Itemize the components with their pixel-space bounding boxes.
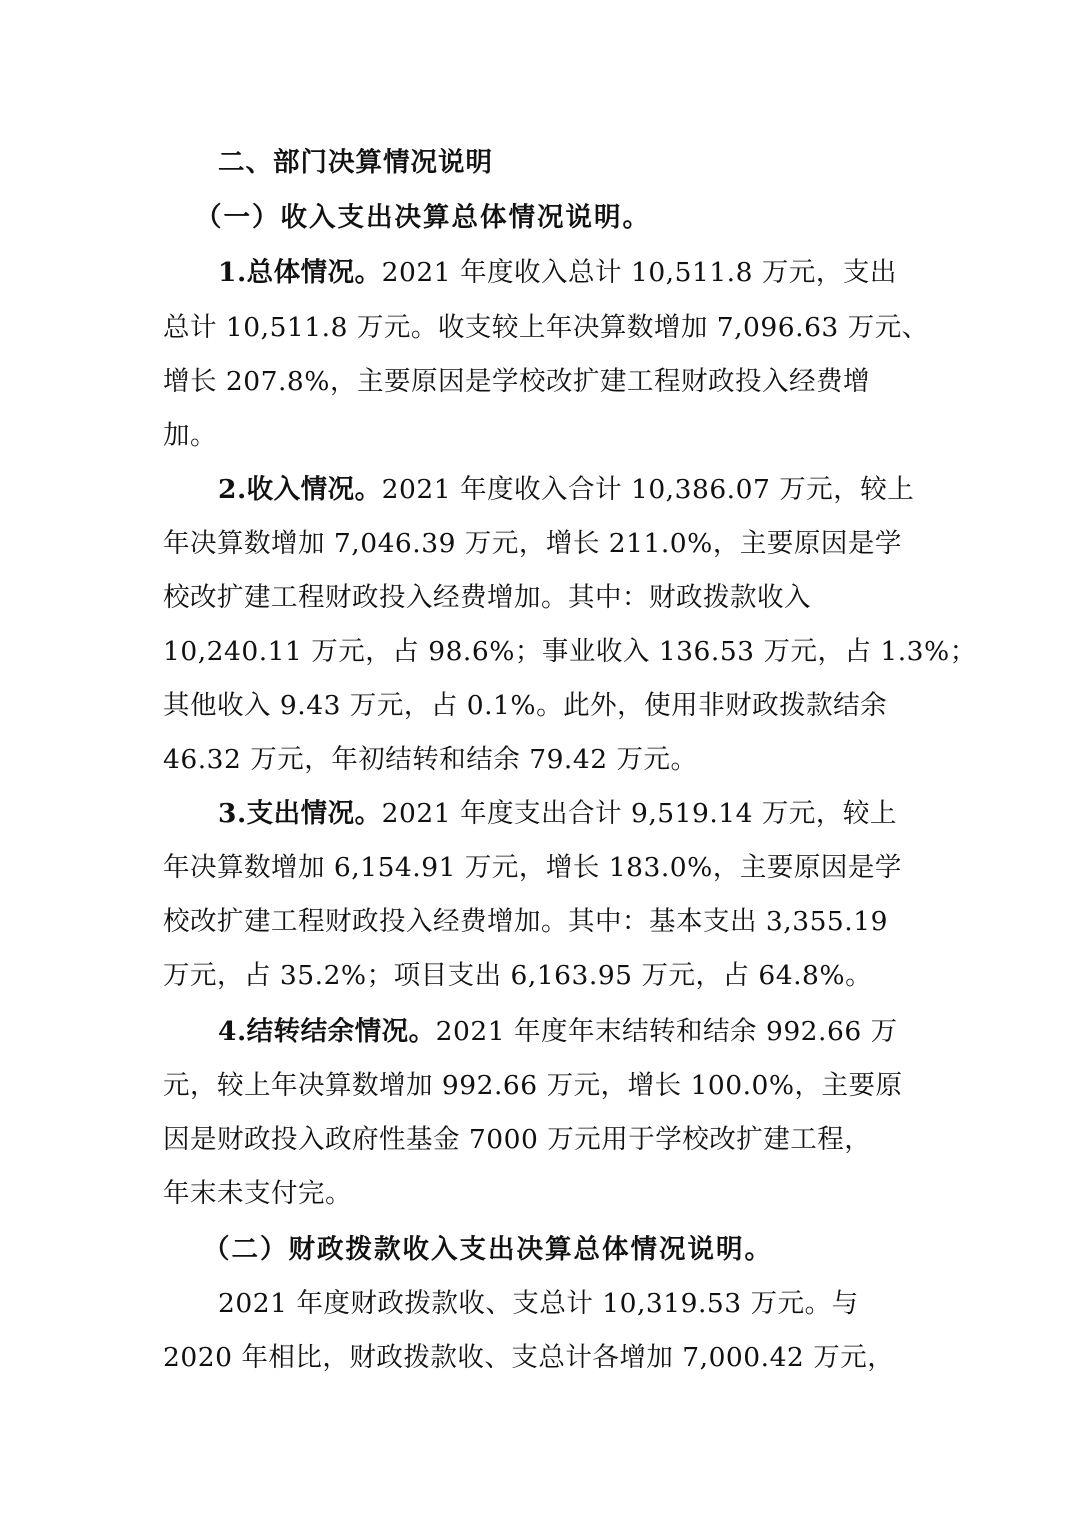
para3-line1: 2021 年度支出合计 9,519.14 万元，较上 xyxy=(381,798,897,829)
para5-line2: 2020 年相比，财政拨款收、支总计各增加 7,000.42 万元， xyxy=(163,1342,895,1373)
para1-line1: 2021 年度收入总计 10,511.8 万元，支出 xyxy=(381,257,897,288)
para2-line4: 10,240.11 万元，占 98.6%；事业收入 136.53 万元，占 1.3%； xyxy=(163,636,977,667)
subsection-heading-1: （一）收入支出决算总体情况说明。 xyxy=(195,202,651,233)
para2-lead: 2.收入情况。 xyxy=(218,474,382,505)
para4-first-line xyxy=(218,1015,898,1049)
para3-line3: 校改扩建工程财政投入经费增加。其中：基本支出 3,355.19 xyxy=(163,906,888,937)
para1-first-line xyxy=(218,256,897,290)
para3-first-line xyxy=(218,797,897,831)
para2-line2: 年决算数增加 7,046.39 万元，增长 211.0%，主要原因是学 xyxy=(163,528,902,559)
para4-line1: 2021 年度年末结转和结余 992.66 万 xyxy=(435,1016,898,1047)
para4-line4: 年末未支付完。 xyxy=(163,1178,352,1209)
para4-line3: 因是财政投入政府性基金 7000 万元用于学校改扩建工程， xyxy=(163,1124,872,1155)
section-heading: 二、部门决算情况说明 xyxy=(218,147,493,178)
para4-lead: 4.结转结余情况。 xyxy=(218,1016,436,1047)
para3-line4: 万元，占 35.2%；项目支出 6,163.95 万元，占 64.8%。 xyxy=(163,960,873,991)
para3-lead: 3.支出情况。 xyxy=(218,798,382,829)
para1-line4: 加。 xyxy=(163,420,217,451)
para4-line2: 元，较上年决算数增加 992.66 万元，增长 100.0%，主要原 xyxy=(163,1070,903,1101)
para1-line3: 增长 207.8%，主要原因是学校改扩建工程财政投入经费增 xyxy=(163,366,870,397)
para3-line2: 年决算数增加 6,154.91 万元，增长 183.0%，主要原因是学 xyxy=(163,852,902,883)
para2-line5: 其他收入 9.43 万元，占 0.1%。此外，使用非财政拨款结余 xyxy=(163,690,888,721)
para5-line1: 2021 年度财政拨款收、支总计 10,319.53 万元。与 xyxy=(218,1288,859,1319)
para1-lead: 1.总体情况。 xyxy=(218,257,382,288)
subsection-heading-2: （二）财政拨款收入支出决算总体情况说明。 xyxy=(203,1234,773,1265)
para1-line2: 总计 10,511.8 万元。收支较上年决算数增加 7,096.63 万元、 xyxy=(163,312,929,343)
para2-line3: 校改扩建工程财政投入经费增加。其中：财政拨款收入 xyxy=(163,582,811,613)
para2-first-line xyxy=(218,473,914,507)
para2-line1: 2021 年度收入合计 10,386.07 万元，较上 xyxy=(381,474,915,505)
para2-line6: 46.32 万元，年初结转和结余 79.42 万元。 xyxy=(163,744,698,775)
